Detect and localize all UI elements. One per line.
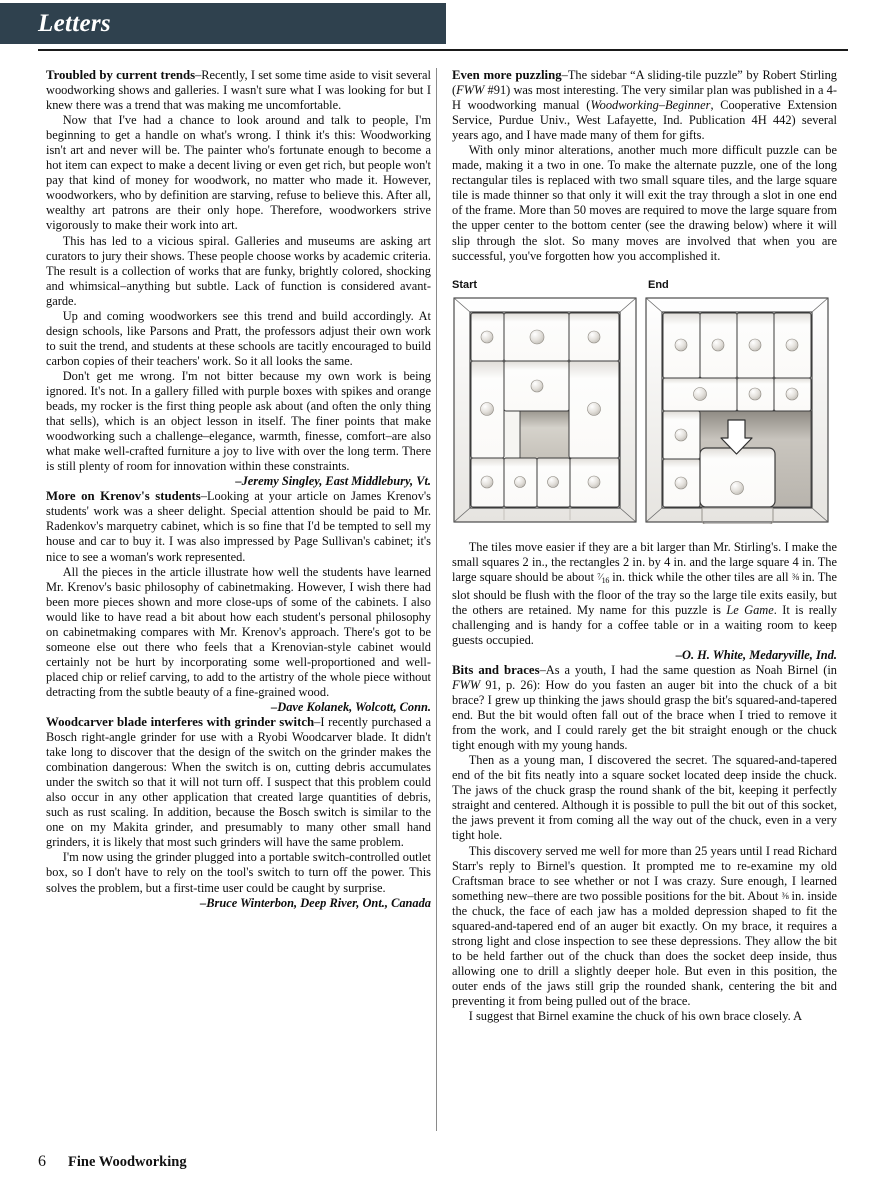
header-divider: [38, 49, 848, 51]
letter-lead-in: Even more puzzling: [452, 68, 562, 82]
letter-signature: –Bruce Winterbon, Deep River, Ont., Canada: [200, 895, 431, 910]
paragraph: [452, 844, 837, 1010]
page-number: 6: [38, 1153, 46, 1170]
paragraph-text: 91, p. 26): How do you fasten an auger bit into the chuck of a bit brace? I grew up thinking the jaws should grasp the bit's squared-and-tapered end. But the bit would often fall out of the brace when I tried to remove it from the work, and I could rarely get the bit straight enough or the chuck tight enough with my young hands.: [452, 678, 837, 753]
letter-opening-paragraph: [452, 663, 837, 753]
letter-signature: –O. H. White, Medaryville, Ind.: [675, 647, 837, 662]
page-footer: [38, 1153, 187, 1171]
paragraph: Now that I've had a chance to look around and talk to people, I'm beginning to get a handle on what's wrong. I think it's this: Woodworking isn't art and never will be. The painter who's fortunate enough to become a hot item can expect to make a decent living or even get rich, but people won't pay that kind of money for woodwork, no matter who made it. However, woodworkers, who by definition are starving, refuse to believe this. After all, wealthy art patrons are their only hope. Therefore, woodworkers strive vigorously to make their work into art.: [46, 113, 431, 233]
letter-signature: –Jeremy Singley, East Middlebury, Vt.: [235, 474, 431, 489]
puzzle-diagram-start: [452, 296, 638, 524]
lead-dash: –: [195, 68, 202, 82]
paragraph-text: in. inside the chuck, the face of each jaw has a molded depression shaped to fit the squared-and-tapered end of an auger bit exactly. On my brace, it requires a strong light and close inspection to see these depressions. They allow the bit to be held farther out of the chuck than does the socket deep inside, thus allowing one to drill a slightly deeper hole. But even in this position, the outer ends of the jaws still grip the rounded shank, centering the bit and preventing it from being pulled out of the brace.: [452, 888, 837, 1009]
letter-woodcarver-blade: [46, 715, 431, 911]
paragraph: With only minor alterations, another much more difficult puzzle can be made, making it a two in one. To make the alternate puzzle, one of the long rectangular tiles is replaced with two small square tiles, and the large square tile is made thinner so that only it will exit the tray through a slot in one end of the frame. More than 50 moves are required to move the large square from the upper center to the bottom center (see the drawing below) where it will slip through the slot. So many moves are involved that when you are successful, you've forgotten how you accomplished it.: [452, 143, 837, 263]
paragraph-text: in. thick while the other tiles are all: [609, 569, 792, 584]
letter-opening-paragraph: [46, 489, 431, 564]
manual-title: Woodworking–Beginner: [590, 98, 711, 113]
letter-more-on-krenovs-students: [46, 489, 431, 715]
sliding-tile-puzzle-figure: [452, 278, 837, 530]
paragraph-text: Recently, I set some time aside to visit several woodworking shows and galleries. I wasn't sure what I was looking for but I knew there was a trend that was making me uncomfortable.: [46, 68, 431, 113]
paragraph-text: The sidebar “A sliding-tile puzzle” by Robert Stirling (: [452, 68, 837, 98]
lead-dash: –: [200, 489, 207, 504]
paragraph-text: , Cooperative Extension Service, Purdue Univ., West Lafayette, Ind. Publication 4H 442) several years ago, and I have made many of them for gifts.: [452, 98, 838, 143]
paragraph: [452, 540, 837, 648]
paragraph-text: I recently purchased a Bosch right-angle grinder for use with a Ryobi Woodcarver blade. It didn't take long to discover that the design of the switch on the grinder makes the combination dangerous: When the switch is on, cutting debris accumulates under the switch so that it will not turn off. I suspect that this problem could also occur in any other application that created large quantities of debris, such as rust scaling. In addition, because the Bosch switch is similar to the one on my Makita grinder, and presumably to many other small hand grinders, it is likely that most such grinders will have the same problem.: [46, 715, 431, 850]
page-title: Letters: [38, 10, 111, 37]
paragraph-text: #91) was most interesting. The very similar plan was published in a 4-H woodworking manual (: [452, 83, 837, 113]
letter-opening-paragraph: [452, 68, 837, 143]
right-column: [452, 68, 837, 1024]
left-column: [46, 68, 431, 911]
letter-opening-paragraph: [46, 715, 431, 850]
paragraph: Don't get me wrong. I'm not bitter because my own work is being ignored. It's not. In a gallery filled with purple boxes with spikes and orange beads, my rocker is the first thing people ask about (and often the only thing that sells), which is an object lesson in itself. The finer points that make woodworking such a challenge–elegance, warmth, finesse, comfort–are also what make well-crafted furniture a joy to live with over the long term. There is still plenty of room for innovation within these constraints.: [46, 368, 431, 474]
puzzle-diagram-end: [644, 296, 830, 524]
paragraph: Then as a young man, I discovered the secret. The squared-and-tapered end of the bit fits neatly into a square socket located deep inside the chuck. The jaws of the chuck grasp the round shank of the bit, keeping it perfectly straight and centered. Although it is possible to pull the bit out of this socket, the jaws prevent it from coming all the way out of the chuck, even in a very tight hole.: [452, 753, 837, 843]
fraction-three-eighths: ⅜: [781, 890, 789, 902]
letter-bits-and-braces: [452, 663, 837, 1024]
section-banner: [0, 3, 446, 44]
letter-lead-in: Woodcarver blade interferes with grinder switch: [46, 715, 315, 730]
lead-dash: –: [314, 715, 321, 730]
letter-lead-in: Troubled by current trends: [46, 68, 196, 82]
publication-name: Fine Woodworking: [68, 1154, 187, 1170]
paragraph-text: in. The slot should be flush with the floor of the tray so the large tile exits easily, but the others are retained. My name for this puzzle is: [452, 569, 837, 617]
letter-troubled-by-current-trends: [46, 68, 431, 489]
lead-dash: –: [539, 662, 546, 677]
letter-lead-in: Bits and braces: [452, 662, 540, 677]
paragraph-text: Looking at your article on James Krenov's students' work was a sheer delight. Special attention should be paid to Mr. Radenkov's marquetry cabinet, which is so fine that I'd be tempted to sell my house and car to buy it. I was also impressed by Page Sullivan's cabinet; it's nice to see a woman's work represented.: [46, 489, 431, 564]
fraction-seven-sixteenths: $^7⁄_{16}$: [597, 571, 610, 585]
paragraph: I'm now using the grinder plugged into a portable switch-controlled outlet box, so I don't have to rely on the tool's switch to turn off the power. This solves the problem, but a first-time user could be caught by surprise.: [46, 850, 431, 895]
paragraph-text: As a youth, I had the same question as Noah Birnel (in: [545, 662, 837, 677]
magazine-abbrev: FWW: [456, 83, 485, 98]
paragraph-text: . It is really challenging and is handy for a coffee table or in a waiting room to keep guests occupied.: [452, 602, 837, 647]
letter-opening-paragraph: [46, 68, 431, 113]
paragraph-text: The tiles move easier if they are a bit larger than Mr. Stirling's. I make the small squares 2 in., the rectangles 2 in. by 4 in. and the large square 4 in. The large square should be about: [452, 539, 837, 584]
paragraph: This has led to a vicious spiral. Galleries and museums are asking art curators to jury their shows. These people choose works by academic criteria. The result is a collection of works that are funky, brightly colored, shocking and whimsical–anything but subtle. Lack of function is considered avant-garde.: [46, 233, 431, 308]
fraction-three-eighths: ⅜: [791, 571, 799, 583]
paragraph: I suggest that Birnel examine the chuck of his own brace closely. A: [468, 1009, 803, 1024]
letter-signature: –Dave Kolanek, Wolcott, Conn.: [271, 699, 431, 714]
paragraph: Up and coming woodworkers see this trend and build accordingly. At design schools, like Parsons and Pratt, the professors adjust their own work to suit the trend, and students at these schools are tacitly encouraged to build carbon copies of their teachers' work. So it all looks the same.: [46, 308, 431, 368]
lead-dash: –: [561, 68, 568, 82]
figure-label-end: End: [648, 278, 669, 291]
puzzle-name: Le Game: [726, 602, 774, 617]
paragraph: All the pieces in the article illustrate how well the students have learned Mr. Krenov's basic philosophy of cabinetmaking. However, I wish there had been more pieces shown and more close-ups of some of the cabinets. I also would like to have read a bit about how each student's personal philosophy on cabinetmaking compares with Mr. Krenov's approach. There's got to be someone else out there who feels that a Krenovian-style cabinet would certainly not be hurt by incorporating some well-proportioned and well-placed chip or relief carving, to add to the artistry of the whole piece without detracting from the subtle beauty of a fine-grained wood.: [46, 564, 431, 699]
letter-lead-in: More on Krenov's students: [46, 489, 201, 504]
magazine-abbrev: FWW: [452, 678, 481, 692]
figure-label-start: Start: [452, 278, 478, 291]
letter-even-more-puzzling: [452, 68, 837, 663]
column-divider: [436, 68, 437, 1131]
paragraph-text: This discovery served me well for more than 25 years until I read Richard Starr's reply to Birnel's question. It prompted me to re-examine my old Craftsman brace to see whether or not I was crazy. Sure enough, I learned something new–there are two possible positions for the bit. About: [452, 843, 837, 903]
